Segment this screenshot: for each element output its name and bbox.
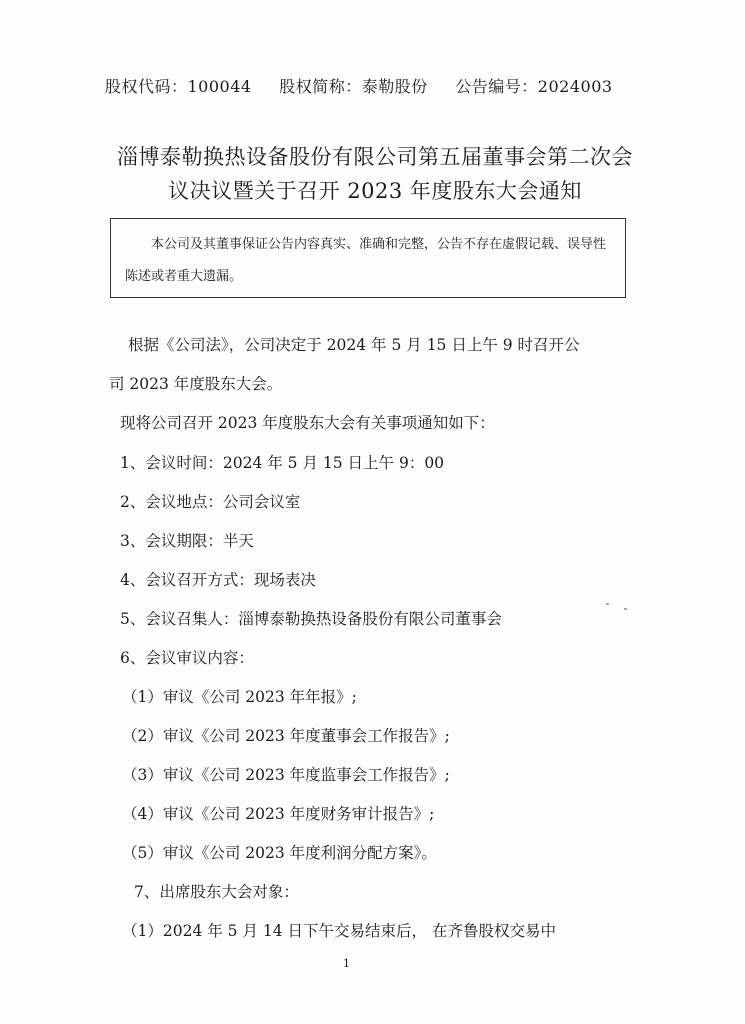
list-item: 1、会议时间：2024 年 5 月 15 日上午 9：00	[120, 454, 445, 472]
title-line-2: 议决议暨关于召开 2023 年度股东大会通知	[168, 179, 582, 203]
intro-line-1: 根据《公司法》，公司决定于 2024 年 5 月 15 日上午 9 时召开公	[128, 336, 580, 354]
sub-list-item: （1）2024 年 5 月 14 日下午交易结束后， 在齐鲁股权交易中	[122, 922, 556, 940]
list-item: 2、会议地点：公司会议室	[120, 493, 301, 511]
page-number: 1	[343, 957, 350, 970]
sub-list-item: （4）审议《公司 2023 年度财务审计报告》;	[122, 805, 435, 823]
disclaimer-box	[110, 218, 626, 298]
intro-line-2: 司 2023 年度股东大会。	[109, 375, 283, 393]
disclaimer-text: 本公司及其董事保证公告内容真实、准确和完整，公告不存在虚假记载、误导性陈述或者重大遗漏。	[125, 237, 607, 284]
title-line-1: 淄博泰勒换热设备股份有限公司第五届董事会第二次会	[117, 145, 633, 169]
list-item: 4、会议召开方式：现场表决	[120, 571, 316, 589]
sub-list-item: （3）审议《公司 2023 年度监事会工作报告》;	[122, 766, 450, 784]
document-title	[80, 140, 670, 208]
sub-list-item: （5）审议《公司 2023 年度利润分配方案》。	[122, 844, 437, 862]
list-item: 5、会议召集人：淄博泰勒换热设备股份有限公司董事会	[120, 610, 502, 628]
stock-name: 股权简称：泰勒股份	[279, 77, 428, 96]
list-item: 7、出席股东大会对象：	[134, 883, 299, 901]
lead-paragraph: 现将公司召开 2023 年度股东大会有关事项通知如下：	[120, 414, 495, 432]
announcement-number: 公告编号：2024003	[455, 77, 613, 96]
sub-list-item: （2）审议《公司 2023 年度董事会工作报告》;	[122, 727, 450, 745]
stock-code: 股权代码：100044	[105, 77, 252, 96]
sub-list-item: （1）审议《公司 2023 年年报》;	[122, 688, 357, 706]
list-item: 3、会议期限：半天	[120, 532, 254, 550]
scan-speck	[606, 603, 609, 605]
announcement-header	[105, 74, 635, 97]
list-item: 6、会议审议内容：	[120, 649, 254, 667]
scan-speck	[624, 608, 627, 610]
